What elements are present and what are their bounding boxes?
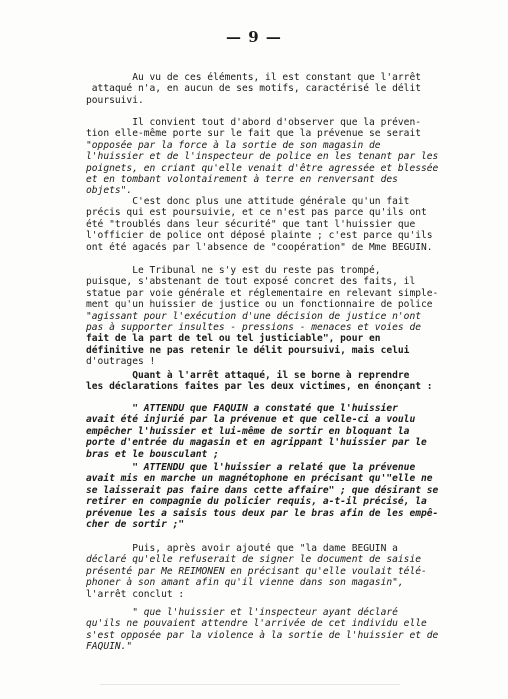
text-line: C'est donc plus une attitude générale qu'un fait	[86, 196, 410, 207]
text-line: " que l'huissier et l'inspecteur ayant déclaré	[86, 607, 398, 618]
text-line: porte d'entrée du magasin et en agrippant l'huissier par le	[86, 437, 427, 449]
text-line: et en tombant volontairement à terre en renversant des	[86, 174, 398, 186]
text-line: l'huissier et de l'inspecteur de police en les tenant par les	[86, 151, 439, 163]
text-line: puisque, s'abstenant de tout exposé concret des faits, il	[86, 276, 416, 288]
text-line: ment qu'un huissier de justice ou un fonctionnaire de police	[86, 299, 433, 311]
paragraph-prevention	[86, 117, 460, 197]
text-line: retirer en compagnie du policier requis, a-t-il précisé, la	[86, 496, 427, 508]
text-line: fait de la part de tel ou tel justiciable", pour en	[86, 333, 381, 345]
text-line: objets".	[86, 185, 133, 197]
quote-faquin	[86, 403, 460, 460]
text-line: déclaré qu'elle refuserait de signer le document de saisie	[86, 554, 422, 566]
text-line: d'outrages !	[86, 356, 156, 368]
scan-artifact	[100, 684, 400, 685]
text-line: Au vu de ces éléments, il est constant que l'arrêt	[86, 72, 422, 83]
text-line: les déclarations faites par les deux victimes, en énonçant :	[86, 381, 433, 393]
text-line: statue par voie générale et réglementaire en relevant simple-	[86, 287, 439, 299]
text-line: Puis, après avoir ajouté que "la dame BEGUIN a	[86, 543, 398, 554]
text-line: phoner à son amant afin qu'il vienne dans son magasin",	[86, 577, 404, 589]
text-line: avait mis en marche un magnétophone en précisant qu'"elle ne	[86, 473, 433, 485]
text-line: cher de sortir ;"	[86, 519, 185, 531]
text-line: présenté par Me REIMONEN en précisant qu'elle voulait télé-	[86, 565, 427, 577]
text-line: empêcher l'huissier et lui-même de sortir en bloquant la	[86, 425, 410, 437]
text-line: poursuivi.	[86, 94, 144, 106]
text-line: poignets, en criant qu'elle venait d'être agressée et blessée	[86, 162, 439, 174]
paragraph-arret	[86, 370, 460, 393]
page-number: — 9 —	[226, 28, 282, 46]
text-line: Quant à l'arrêt attaqué, il se borne à reprendre	[86, 370, 410, 381]
quote-huissier	[86, 462, 460, 530]
text-line: l'officier de police ont déposé plainte ; c'est parce qu'ils	[86, 230, 433, 242]
text-line: précis qui est poursuivie, et ce n'est pas parce qu'ils ont	[86, 207, 427, 219]
paragraph-puis	[86, 543, 460, 600]
text-line: tion elle-même porte sur le fait que la prévenue se serait	[86, 128, 422, 140]
text-line: qu'ils ne pouvaient attendre l'arrivée de cet individu elle	[86, 618, 427, 630]
text-line: été "troublés dans leur sécurité" que tant l'huissier que	[86, 218, 416, 230]
text-line: avait été injurié par la prévenue et que celle-ci a voulu	[86, 414, 416, 426]
text-line: l'arrêt conclut :	[86, 588, 185, 600]
text-line: prévenue les a saisis tous deux par le bras afin de les empê-	[86, 507, 439, 519]
text-line: ont été agacés par l'absence de "coopération" de Mme BEGUIN.	[86, 241, 433, 253]
paragraph-attitude	[86, 196, 460, 253]
text-line: s'est opposée par la violence à la sortie de l'huissier et de	[86, 629, 439, 641]
text-line: Le Tribunal ne s'y est du reste pas trompé,	[86, 265, 381, 276]
text-line: attaqué n'a, en aucun de ses motifs, caractérisé le délit	[86, 83, 422, 95]
text-line: " ATTENDU que l'huissier a relaté que la prévenue	[86, 462, 416, 473]
text-line: "agissant pour l'exécution d'une décision de justice n'ont	[86, 310, 422, 322]
text-line: FAQUIN."	[86, 641, 133, 653]
text-line: pas à supporter insultes - pressions - menaces et voies de	[86, 322, 422, 334]
text-line: " ATTENDU que FAQUIN a constaté que l'huissier	[86, 403, 398, 414]
paragraph-tribunal	[86, 265, 460, 368]
text-line: "opposée par la force à la sortie de son magasin de	[86, 139, 381, 151]
text-line: se laisserait pas faire dans cette affaire" ; que désirant se	[86, 484, 439, 496]
paragraph-conclusion	[86, 72, 460, 106]
text-line: définitive ne pas retenir le délit poursuivi, mais celui	[86, 344, 410, 356]
text-line: Il convient tout d'abord d'observer que la préven-	[86, 117, 422, 128]
quote-conclusion	[86, 607, 460, 653]
text-line: bras et le bousculant ;	[86, 448, 219, 460]
